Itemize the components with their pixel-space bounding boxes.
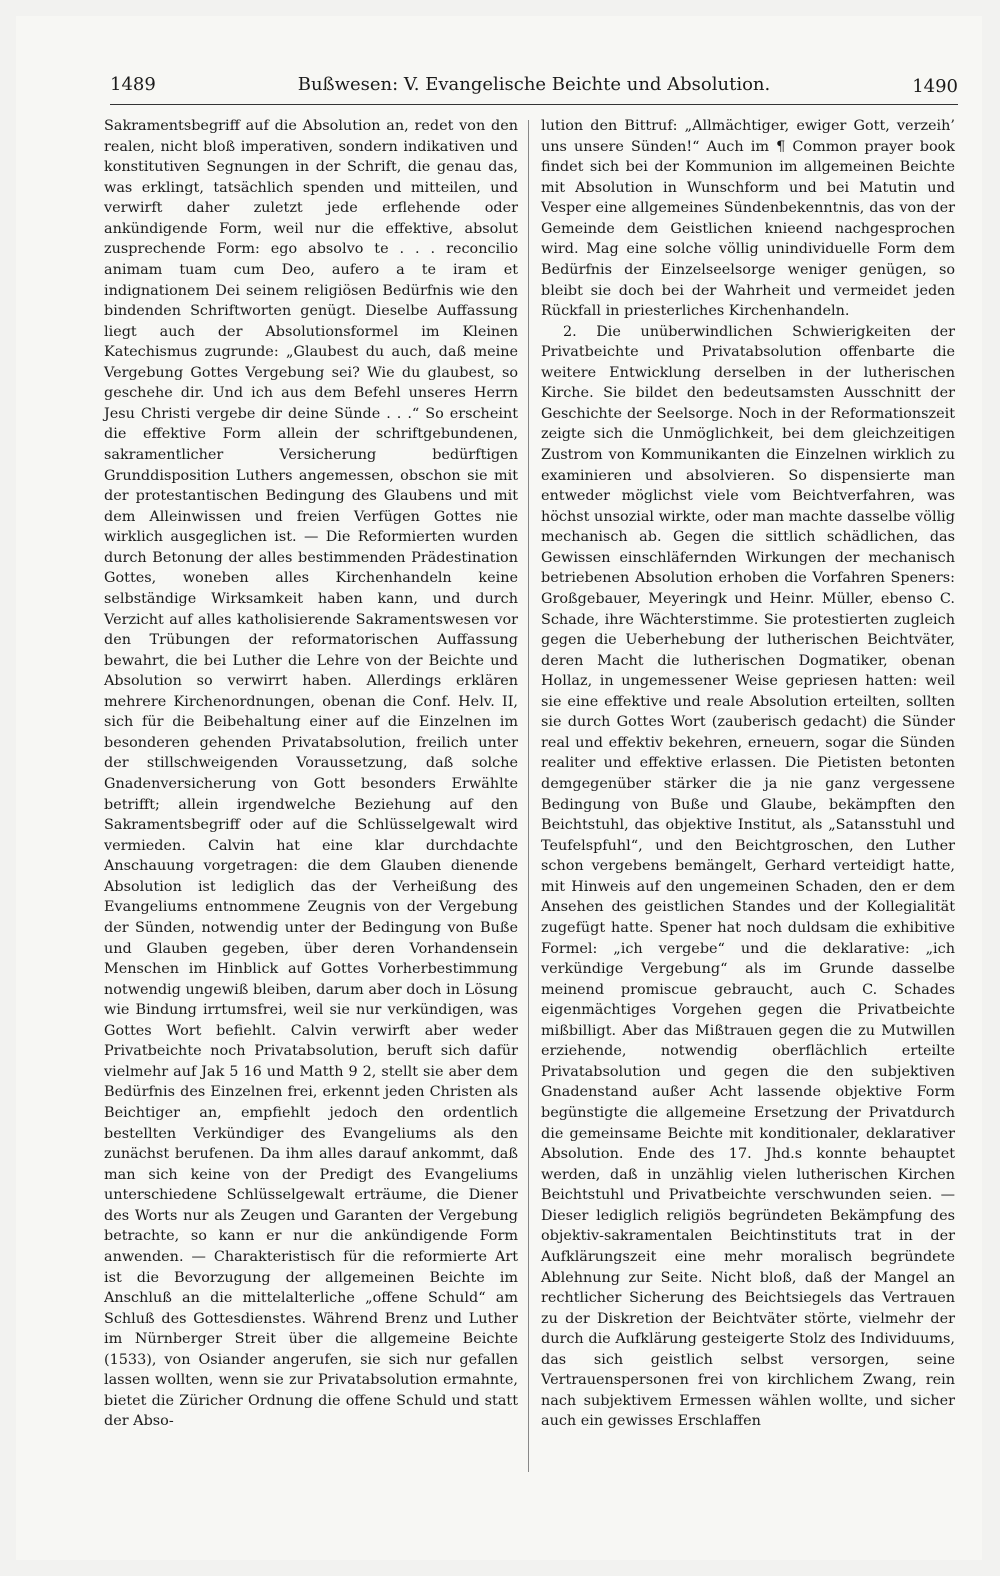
page-number-left: 1489 — [110, 74, 156, 95]
right-column — [541, 116, 955, 1432]
running-title: Bußwesen: V. Evangelische Beichte und Absolution. — [297, 74, 771, 95]
left-column-text: Sakramentsbegriff auf die Absolution an, redet von den realen, nicht bloß imperativen, sondern indikativen und konstitutiven Segnungen in der Schrift, die genau das, was erklingt, tatsächlich spenden und mitteilen, und verwirft daher zuletzt jede erflehende oder ankündigende Form, weil nur die effektive, absolut zusprechende Form: ego absolvo te . . . reconcilio animam tuam cum Deo, aufero a te iram et indignationem Dei seinem religiösen Bedürfnis wie den bindenden Schriftworten genügt. Dieselbe Auffassung liegt auch der Absolutionsformel im Kleinen Katechismus zugrunde: „Glaubest du auch, daß meine Vergebung Gottes Vergebung sei? Wie du glaubest, so geschehe dir. Und ich aus dem Befehl unseres Herrn Jesu Christi vergebe dir deine Sünde . . .“ So erscheint die effektive Form allein der schriftgebundenen, sakramentlicher Versicherung bedürftigen Grunddisposition Luthers angemessen, obschon sie mit der protestantischen Bedingung des Glaubens und mit dem Alleinwissen und freien Verfügen Gottes nie wirklich ausgeglichen ist. — Die Reformierten wurden durch Betonung der alles bestimmenden Prädestination Gottes, woneben alles Kirchenhandeln keine selbständige Wirksamkeit haben kann, und durch Verzicht auf alles katholisierende Sakramentswesen vor den Trübungen der reformatorischen Auffassung bewahrt, die bei Luther die Lehre von der Beichte und Absolution so verwirrt haben. Allerdings erklären mehrere Kirchenordnungen, obenan die Conf. Helv. II, sich für die Beibehaltung einer auf die Einzelnen im besonderen gehenden Privatabsolution, freilich unter der stillschweigenden Voraussetzung, daß solche Gnadenversicherung von Gott besonders Erwählte betrifft; allein irgendwelche Beziehung auf den Sakramentsbegriff oder auf die Schlüsselgewalt wird vermieden. Calvin hat eine klar durchdachte Anschauung vorgetragen: die dem Glauben dienende Absolution ist lediglich das der Verheißung des Evangeliums entnommene Zeugnis von der Vergebung der Sünden, notwendig unter der Bedingung von Buße und Glauben gegeben, über deren Vorhandensein Menschen im Hinblick auf Gottes Vorherbestimmung notwendig ungewiß bleiben, darum aber doch in Lösung wie Bindung irrtumsfrei, weil sie nur verkündigen, was Gottes Wort befiehlt. Calvin verwirft aber weder Privatbeichte noch Privatabsolution, beruft sich dafür vielmehr auf Jak 5 16 und Matth 9 2, stellt sie aber dem Bedürfnis des Einzelnen frei, erkennt jeden Christen als Beichtiger an, empfiehlt jedoch den ordentlich bestellten Verkündiger des Evangeliums als den zunächst berufenen. Da ihm alles darauf ankommt, daß man sich keine von der Predigt des Evangeliums unterschiedene Schlüsselgewalt erträume, die Diener des Worts nur als Zeugen und Garanten der Vergebung betrachte, so kann er nur die ankündigende Form anwenden. — Charakteristisch für die reformierte Art ist die Bevorzugung der allgemeinen Beichte im Anschluß an die mittelalterliche „offene Schuld“ am Schluß des Gottesdienstes. Während Brenz und Luther im Nürnberger Streit über die allgemeine Beichte (1533), von Osiander angerufen, sie sich nur gefallen lassen wollten, wenn sie zur Privatabsolution ermahnte, bietet die Züricher Ordnung die offene Schuld und statt der Abso- — [104, 118, 518, 1430]
left-column — [104, 116, 518, 1432]
running-header — [110, 72, 958, 105]
right-column-paragraph-2: 2. Die unüberwindlichen Schwierigkeiten der Privatbeichte und Privatabsolution offenbarte die weitere Entwicklung derselben in der lutherischen Kirche. Sie bildet den bedeutsamsten Ausschnitt der Geschichte der Seelsorge. Noch in der Reformationszeit zeigte sich die Unmöglichkeit, bei dem gleichzeitigen Zustrom von Kommunikanten die Einzelnen wirklich zu examinieren und absolvieren. So dispensierte man entweder möglichst viele vom Beichtverfahren, was höchst unsozial wirkte, oder man machte dasselbe völlig mechanisch ab. Gegen die sittlich schädlichen, das Gewissen einschläfernden Wirkungen der mechanisch betriebenen Absolution erhoben die Vorfahren Speners: Großgebauer, Meyeringk und Heinr. Müller, ebenso C. Schade, ihre Wächterstimme. Sie protestierten zugleich gegen die Ueberhebung der lutherischen Beichtväter, deren Macht die lutherischen Dogmatiker, obenan Hollaz, in ungemessener Weise gepriesen hatten: weil sie eine effektive und reale Absolution erteilten, sollten sie durch Gottes Wort (zauberisch gedacht) die Sünder real und effektiv bekehren, erneuern, sogar die Sünden realiter und effektive erlassen. Die Pietisten betonten demgegenüber stärker die ja nie ganz vergessene Bedingung von Buße und Glaube, bekämpften den Beichtstuhl, das objektive Institut, als „Satansstuhl und Teufelspfuhl“, und den Beichtgroschen, den Luther schon vergebens bemängelt, Gerhard verteidigt hatte, mit Hinweis auf den ungemeinen Schaden, den er dem Ansehen des geistlichen Standes und der Kollegialität zugefügt hatte. Spener hat noch duldsam die exhibitive Formel: „ich vergebe“ und die deklarative: „ich verkündige Vergebung“ als im Grunde dasselbe meinend promiscue gebraucht, auch C. Schades eigenmächtiges Vorgehen gegen die Privatbeichte mißbilligt. Aber das Mißtrauen gegen die zu Mutwillen erziehende, notwendig oberflächlich erteilte Privatabsolution und gegen die den subjektiven Gnadenstand außer Acht lassende objektive Form begünstigte die allgemeine Ersetzung der Privatdurch die gemeinsame Beichte mit konditionaler, deklarativer Absolution. Ende des 17. Jhd.s konnte behauptet werden, daß in unzählig vielen lutherischen Kirchen Beichtstuhl und Privatbeichte verschwunden seien. — Dieser lediglich religiös begründeten Bekämpfung des objektiv-sakramentalen Beichtinstituts trat in der Aufklärungszeit eine mehr moralisch begründete Ablehnung zur Seite. Nicht bloß, daß der Mangel an rechtlicher Sicherung des Beichtsiegels das Vertrauen zu der Diskretion der Beichtväter störte, vielmehr der durch die Aufklärung gesteigerte Stolz des Individuums, das sich geistlich selbst versorgen, seine Vertrauenspersonen frei von kirchlichem Zwang, rein nach subjektivem Ermessen wählen wollte, und sicher auch ein gewisses Erschlaffen — [541, 323, 955, 1430]
right-column-paragraph-1: lution den Bittruf: „Allmächtiger, ewiger Gott, verzeih’ uns unsere Sünden!“ Auch im ¶ Common prayer book findet sich bei der Kommunion im allgemeinen Beichte mit Absolution in Wunschform und bei Matutin und Vesper eine allgemeines Sündenbekenntnis, das von der Gemeinde dem Geistlichen knieend nachgesprochen wird. Mag eine solche völlig unindividuelle Form dem Bedürfnis der Einzelseelsorge weniger genügen, so bleibt sie doch bei der Wahrheit und vermeidet jeden Rückfall in priesterliches Kirchenhandeln. — [541, 118, 955, 320]
page-number-right: 1490 — [912, 76, 958, 97]
column-divider — [528, 120, 529, 1472]
